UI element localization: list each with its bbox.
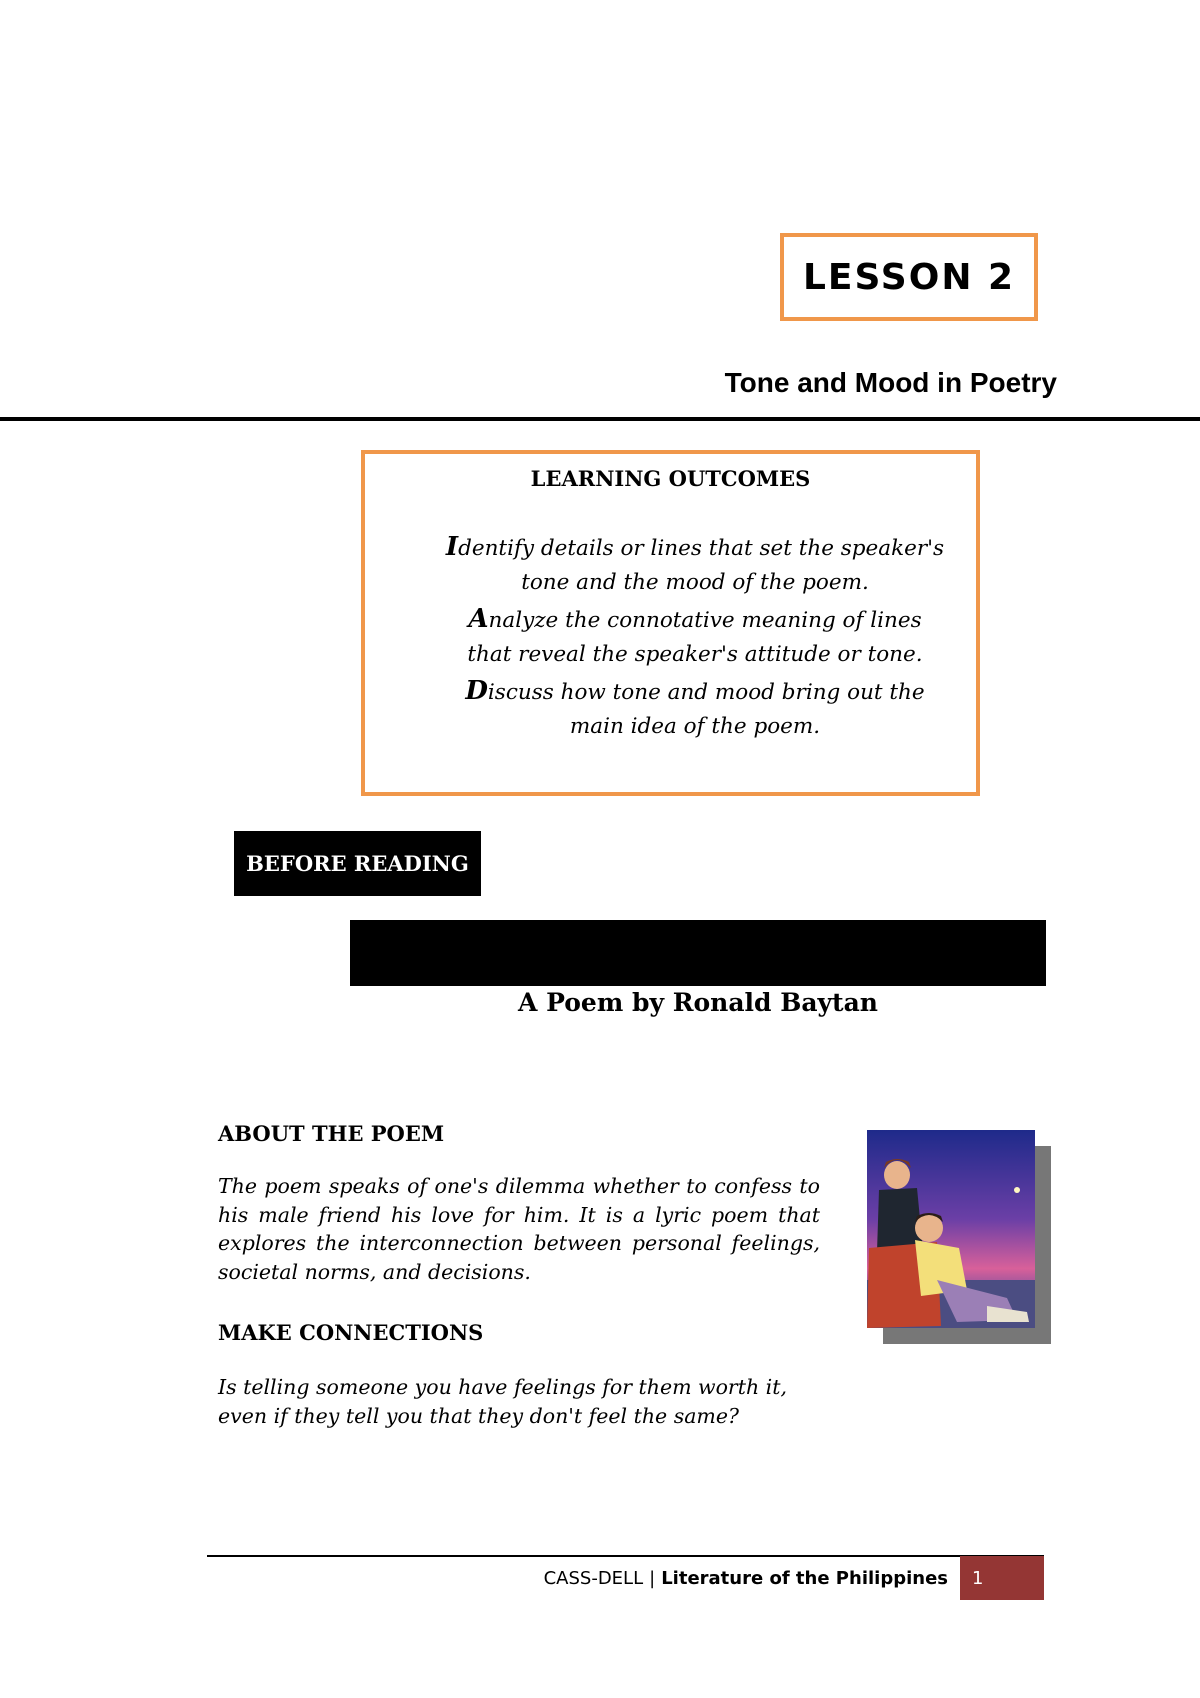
learning-outcomes-heading: LEARNING OUTCOMES [530,466,811,491]
footer-separator: | [649,1568,656,1589]
poem-title-bar [350,920,1046,986]
page-number: 1 [960,1556,1044,1600]
lesson-badge [780,233,1038,321]
footer-course: Literature of the Philippines [661,1568,948,1589]
poem-byline: A Poem by Ronald Baytan [518,988,878,1017]
about-poem-text: The poem speaks of one's dilemma whether to confess to his male friend his love for him. It is a lyric poem that explores the interconnection between personal feelings, societal norms, and decisions. [218,1174,820,1284]
learning-outcomes-box [361,450,980,796]
footer [544,1568,948,1589]
page-title: Tone and Mood in Poetry [724,367,1057,398]
make-connections-text: Is telling someone you have feelings for them worth it, even if they tell you that they don't feel the same? [218,1375,787,1428]
lesson-label: LESSON 2 [802,256,1016,298]
footer-dept: CASS-DELL [543,1568,644,1589]
before-reading-label: BEFORE READING [234,831,481,896]
couple-illustration [867,1130,1035,1328]
outcome-item: Identify details or lines that set the speaker's tone and the mood of the poem. [445,532,945,595]
outcome-item: Discuss how tone and mood bring out the main idea of the poem. [465,676,925,739]
make-connections-heading: MAKE CONNECTIONS [218,1320,484,1345]
footer-divider [207,1555,1044,1557]
about-poem-heading: ABOUT THE POEM [218,1121,445,1146]
learning-outcomes-list [445,530,945,746]
header-divider [0,417,1200,421]
outcome-item: Analyze the connotative meaning of lines that reveal the speaker's attitude or tone. [467,604,923,667]
